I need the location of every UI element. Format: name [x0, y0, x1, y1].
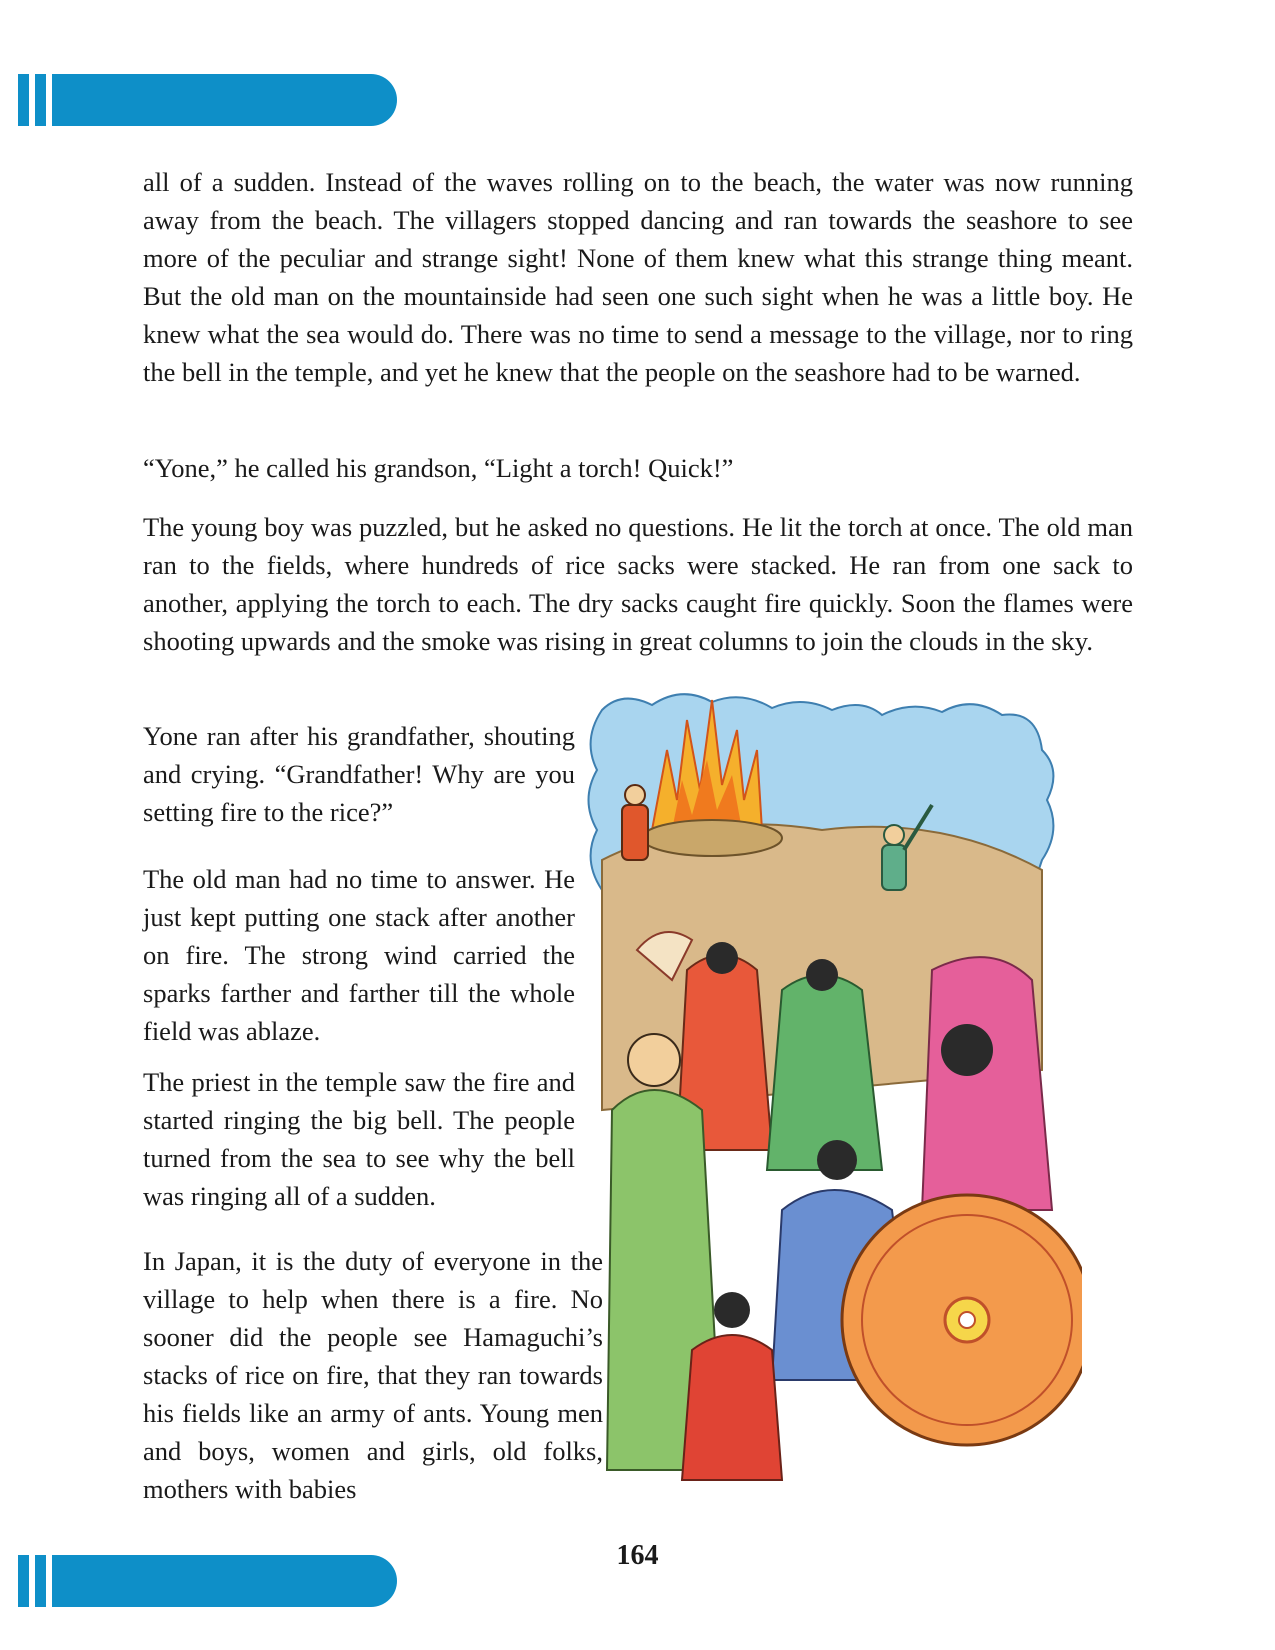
villager-pink — [922, 957, 1052, 1210]
villager-child-red — [682, 1335, 782, 1480]
header-stripe — [18, 74, 29, 126]
footer-bar — [52, 1555, 397, 1607]
page-number: 164 — [616, 1540, 659, 1571]
footer-stripe — [18, 1555, 29, 1607]
rice-sacks — [642, 820, 782, 856]
header-stripe — [35, 74, 46, 126]
paragraph-yone-crying: Yone ran after his grandfather, shouting and crying. “Grandfather! Why are you setting fire to the rice?” — [143, 721, 575, 827]
story-illustration — [582, 690, 1082, 1490]
footer-decoration-bar — [18, 1555, 397, 1607]
paragraph-field-ablaze: The old man had no time to answer. He just kept putting one stack after another on fire. The strong wind carried the sparks farther and farther till the whole field was ablaze. — [143, 864, 575, 1046]
header-decoration-bar — [18, 74, 397, 126]
paragraph-burning-sacks: The young boy was puzzled, but he asked no questions. He lit the torch at once. The old man ran to the fields, where hundreds of rice sacks were stacked. He ran from one sack to another, applying the torch to each. The dry sacks caught fire quickly. Soon the flames were shooting upwards and the smoke was rising in great columns to join the clouds in the sky. — [143, 512, 1133, 656]
old-man-figure — [622, 805, 648, 860]
header-bar — [52, 74, 397, 126]
paragraph-villagers-run: In Japan, it is the duty of everyone in the village to help when there is a fire. No sooner did the people see Hamaguchi’s stacks of rice on fire, that they ran towards his fields like an army of ants. Young men and boys, women and girls, old folks, mothers with babies — [143, 1246, 603, 1504]
boy-figure — [882, 845, 906, 890]
footer-stripe — [35, 1555, 46, 1607]
paragraph-light-torch: “Yone,” he called his grandson, “Light a torch! Quick!” — [143, 453, 734, 483]
paragraph-tide-receding: all of a sudden. Instead of the waves rolling on to the beach, the water was now running away from the beach. The villagers stopped dancing and ran towards the seashore to see more of the peculiar and strange sight! None of them knew what this strange thing meant. But the old man on the mountainside had seen one such sight when he was a little boy. He knew what the sea would do. There was no time to send a message to the village, nor to ring the bell in the temple, and yet he knew that the people on the seashore had to be warned. — [143, 167, 1133, 387]
paragraph-temple-bell: The priest in the temple saw the fire and started ringing the big bell. The people turned from the sea to see why the bell was ringing all of a sudden. — [143, 1067, 575, 1211]
